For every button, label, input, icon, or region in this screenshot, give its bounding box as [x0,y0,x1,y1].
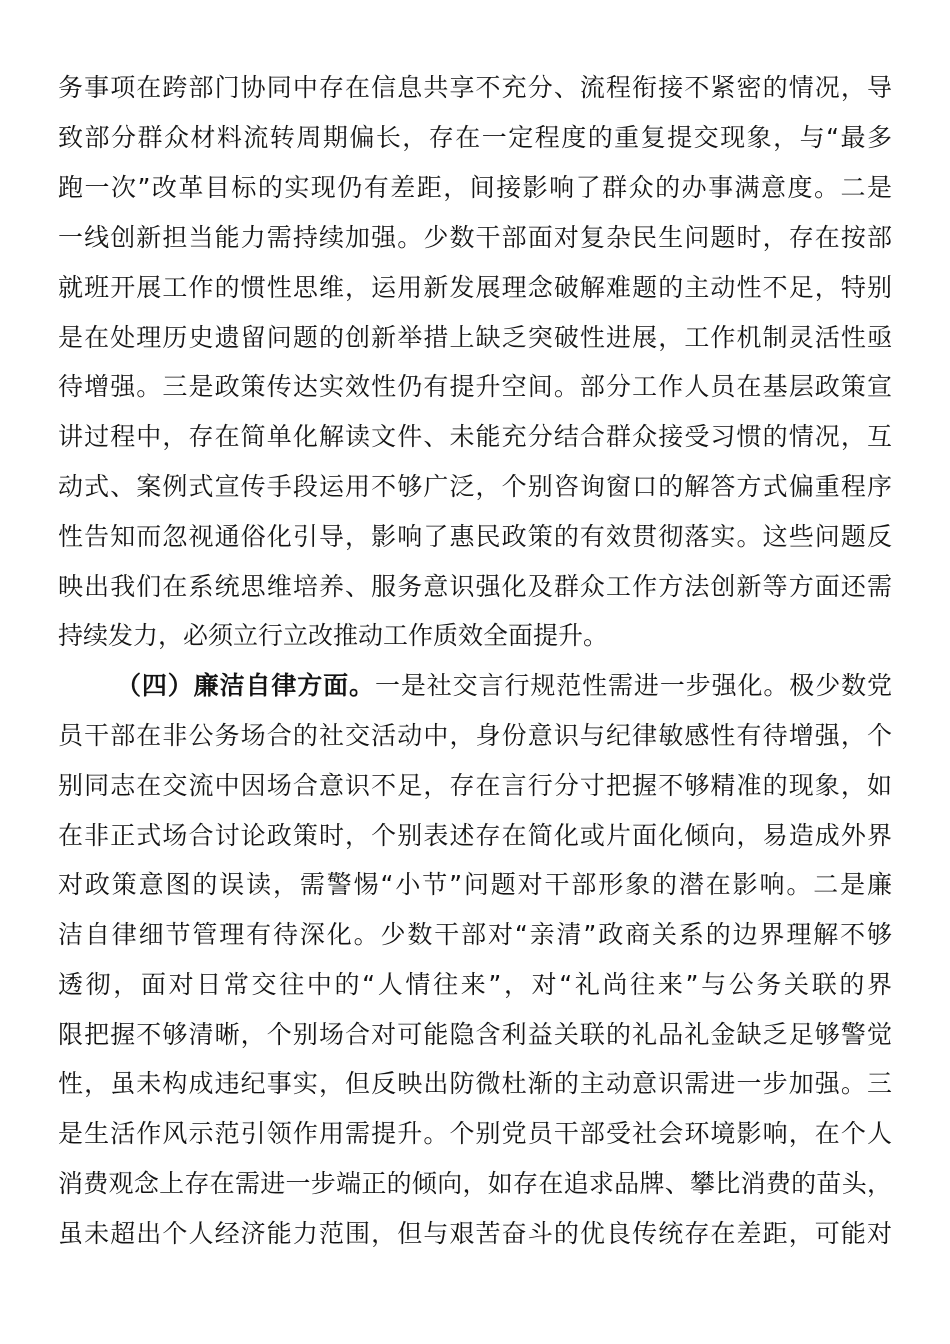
paragraph-line: 持续发力，必须立行立改推动工作质效全面提升。 [58,621,609,650]
paragraph-line: 虽未超出个人经济能力范围，但与艰苦奋斗的优良传统存在差距，可能对 [58,1219,892,1248]
paragraph-line: 讲过程中，存在简单化解读文件、未能充分结合群众接受习惯的情况，互 [58,422,892,451]
paragraph-line: 性告知而忽视通俗化引导，影响了惠民政策的有效贯彻落实。这些问题反 [58,522,892,551]
paragraph-line: 消费观念上存在需进一步端正的倾向，如存在追求品牌、攀比消费的苗头， [58,1169,892,1198]
paragraph-line: 洁自律细节管理有待深化。少数干部对“亲清”政商关系的边界理解不够 [58,920,892,949]
paragraph-line: 务事项在跨部门协同中存在信息共享不充分、流程衔接不紧密的情况，导 [58,73,892,102]
paragraph-line: 待增强。三是政策传达实效性仍有提升空间。部分工作人员在基层政策宣 [58,372,892,401]
paragraph-line: 是在处理历史遗留问题的创新举措上缺乏突破性进展，工作机制灵活性亟 [58,323,892,352]
paragraph-line: 映出我们在系统思维培养、服务意识强化及群众工作方法创新等方面还需 [58,572,892,601]
paragraph-line: 性，虽未构成违纪事实，但反映出防微杜渐的主动意识需进一步加强。三 [58,1069,892,1098]
section-first-line-text: 一是社交言行规范性需进一步强化。极少数党 [374,671,892,700]
paragraph-line: 是生活作风示范引领作用需提升。个别党员干部受社会环境影响，在个人 [58,1119,892,1148]
section-first-line [116,666,892,706]
paragraph-line: 员干部在非公务场合的社交活动中，身份意识与纪律敏感性有待增强，个 [58,721,892,750]
paragraph-line: 动式、案例式宣传手段运用不够广泛，个别咨询窗口的解答方式偏重程序 [58,472,892,501]
paragraph-line: 就班开展工作的惯性思维，运用新发展理念破解难题的主动性不足，特别 [58,273,892,302]
paragraph-line: 跑一次”改革目标的实现仍有差距，间接影响了群众的办事满意度。二是 [58,173,892,202]
paragraph-line: 限把握不够清晰，个别场合对可能隐含利益关联的礼品礼金缺乏足够警觉 [58,1020,892,1049]
paragraph-line: 在非正式场合讨论政策时，个别表述存在简化或片面化倾向，易造成外界 [58,821,892,850]
paragraph-line: 一线创新担当能力需持续加强。少数干部面对复杂民生问题时，存在按部 [58,223,892,252]
paragraph-line: 别同志在交流中因场合意识不足，存在言行分寸把握不够精准的现象，如 [58,771,892,800]
paragraph-line: 致部分群众材料流转周期偏长，存在一定程度的重复提交现象，与“最多 [58,123,892,152]
paragraph-line: 对政策意图的误读，需警惕“小节”问题对干部形象的潜在影响。二是廉 [58,870,892,899]
section-heading: （四）廉洁自律方面。 [116,671,375,700]
paragraph-line: 透彻，面对日常交往中的“人情往来”，对“礼尚往来”与公务关联的界 [58,970,892,999]
